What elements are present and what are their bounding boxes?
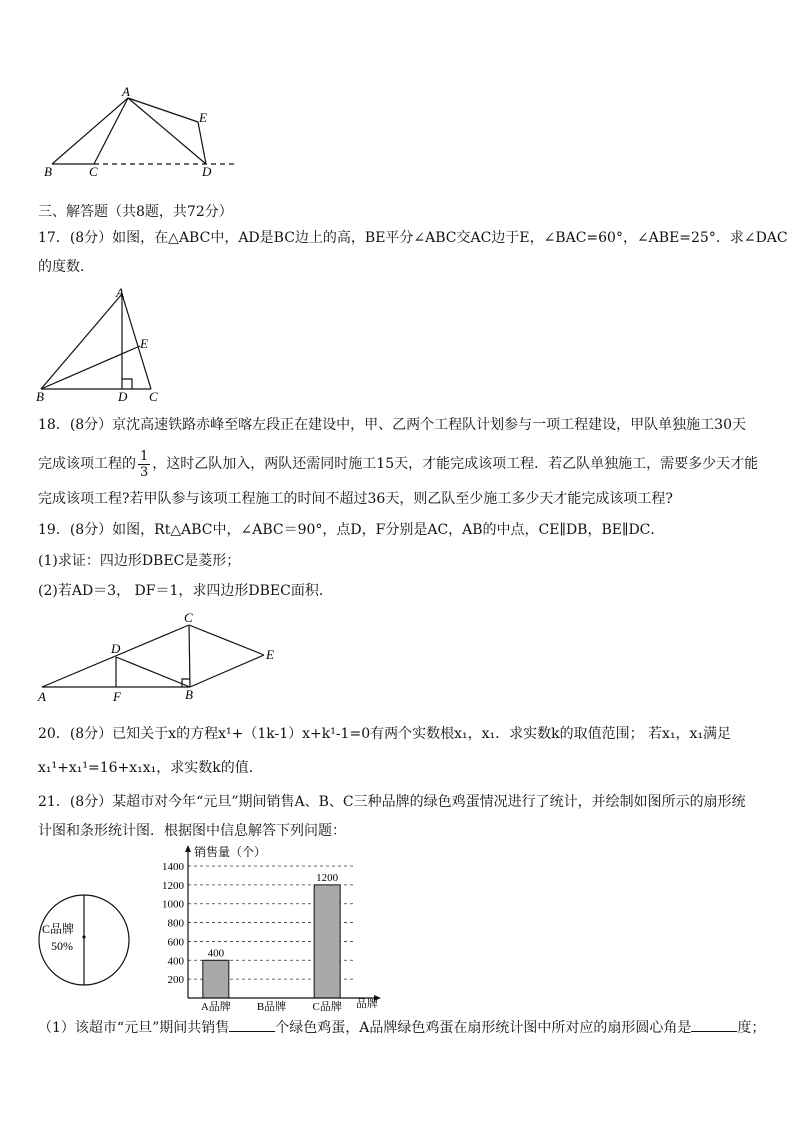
q17-label-c: C: [149, 389, 158, 402]
pie-label-c: C品牌: [42, 922, 75, 936]
y-axis-arrow: [185, 845, 191, 852]
q17-label-a: A: [116, 286, 124, 300]
q18-line2: [38, 446, 758, 482]
data-label-0: 400: [207, 947, 225, 960]
q21-line1: 21．(8分）某超市对今年“元旦”期间销售A、B、C三种品牌的绿色鸡蛋情况进行了统计，并绘制如图所示的扇形统: [38, 794, 746, 810]
answer-blank-total[interactable]: [229, 1031, 275, 1032]
x-tick-label-0: A品牌: [200, 1001, 231, 1012]
q21-sub1-c: 度；: [737, 1020, 766, 1036]
q17-label-b: B: [36, 389, 44, 402]
q19-label-e: E: [266, 647, 274, 662]
q21-sub1: [38, 1019, 765, 1037]
y-tick-label-1000: 1000: [162, 898, 184, 911]
q20-line2: x₁¹+x₁¹=16+x₁x₁，求实数k的值．: [38, 760, 263, 776]
section-title: 三、解答题（共8题，共72分）: [38, 204, 233, 220]
q19-line1: 19．(8分）如图，Rt△ABC中，∠ABC＝90°，点D，F分别是AC，AB的中点，CE∥DB，BE∥DC．: [38, 522, 665, 538]
label-d: D: [202, 164, 212, 179]
label-c: C: [89, 164, 98, 179]
y-axis-label: 销售量（个）: [194, 845, 267, 859]
x-tick-label-1: B品牌: [256, 1001, 287, 1012]
q21-line2: 计图和条形统计图．根据图中信息解答下列问题：: [38, 823, 346, 839]
answer-blank-angle[interactable]: [691, 1031, 737, 1032]
label-b: B: [44, 164, 52, 179]
fraction-numerator: 1: [140, 448, 149, 464]
q19-label-f: F: [113, 689, 121, 704]
q21-sub1-b: 个绿色鸡蛋，A品牌绿色鸡蛋在扇形统计图中所对应的扇形圆心角是: [275, 1020, 692, 1036]
y-tick-label-600: 600: [167, 936, 184, 949]
label-a: A: [122, 84, 130, 99]
bar-chart: [150, 842, 390, 1012]
x-axis-label: 品牌: [356, 998, 378, 1010]
y-tick-label-1400: 1400: [162, 861, 184, 873]
y-tick-label-1200: 1200: [162, 879, 184, 892]
q17-line1: 17．(8分）如图，在△ABC中，AD是BC边上的高，BE平分∠ABC交AC边于E，∠BAC=60°，∠ABE=25°．求∠DAC: [38, 230, 788, 246]
y-tick-label-200: 200: [167, 974, 184, 987]
q17-line2: 的度数．: [38, 259, 94, 275]
q18-line1: 18．(8分）京沈高速铁路赤峰至喀左段正在建设中，甲、乙两个工程队计划参与一项工程建设，甲队单独施工30天: [38, 417, 746, 433]
q18-line2-post: ，这时乙队加入，两队还需同时施工15天，才能完成该项工程．若乙队单独施工，需要多少天才能: [152, 456, 759, 472]
fraction-one-third: [138, 449, 150, 480]
bar-2: [314, 885, 340, 998]
figure-q19-rhombus: [34, 610, 284, 705]
q18-line2-pre: 完成该项工程的: [38, 456, 136, 472]
q17-label-d: D: [118, 389, 128, 402]
q19-label-a: A: [38, 689, 46, 704]
fraction-denominator: 3: [140, 464, 149, 480]
q20-line1: 20．(8分）已知关于x的方程x¹+（1k-1）x+k¹-1=0有两个实数根x₁，x₁．求实数k的取值范围； 若x₁，x₁满足: [38, 726, 732, 742]
pie-chart: [36, 892, 132, 988]
y-tick-label-800: 800: [167, 917, 184, 930]
figure-top-geometry: [38, 84, 248, 179]
figure-q17-triangle: [36, 286, 166, 402]
data-label-2: 1200: [316, 871, 339, 884]
q19-label-d: D: [111, 641, 121, 656]
q19-line2: (1)求证：四边形DBEC是菱形；: [38, 553, 241, 569]
q19-label-b: B: [185, 687, 193, 702]
y-tick-label-400: 400: [167, 955, 184, 968]
q19-line3: (2)若AD＝3， DF＝1，求四边形DBEC面积．: [38, 583, 333, 599]
bar-0: [203, 960, 229, 998]
q18-line3: 完成该项工程?若甲队参与该项工程施工的时间不超过36天，则乙队至少施工多少天才能完成该项工程?: [38, 491, 673, 507]
pie-percent: 50%: [51, 939, 73, 953]
q17-label-e: E: [140, 336, 148, 351]
q19-label-c: C: [184, 610, 193, 625]
x-tick-label-2: C品牌: [312, 1001, 342, 1012]
pie-center: [82, 935, 85, 938]
label-e: E: [199, 110, 207, 125]
q21-sub1-a: （1）该超市“元旦”期间共销售: [38, 1020, 230, 1036]
